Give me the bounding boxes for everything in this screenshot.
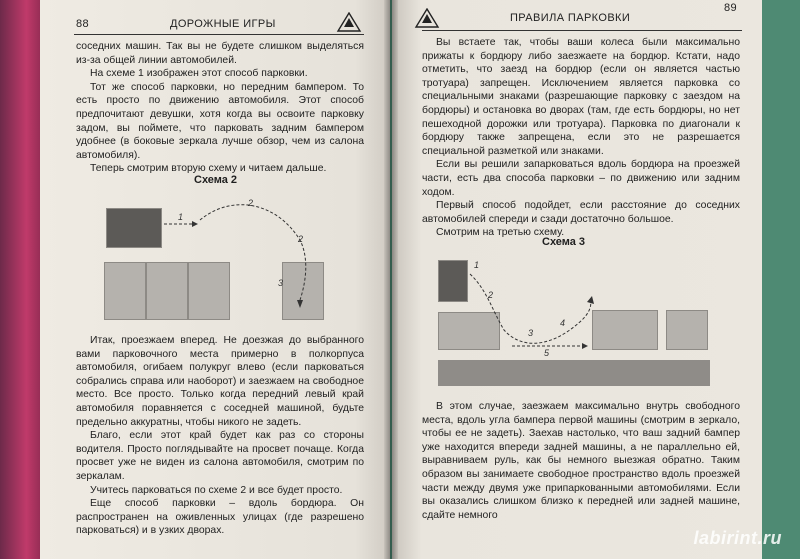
- scheme-2-caption: Схема 2: [194, 174, 238, 186]
- left-page: [40, 0, 390, 559]
- paragraph: Если вы решили запарковаться вдоль бордюра на проезжей части, есть два способа парковки – по движению или задним ходом.: [422, 159, 740, 198]
- scheme2-label: 1: [178, 212, 184, 222]
- right-header-rule: [422, 30, 742, 31]
- watermark-logo: labirint.ru: [693, 528, 782, 548]
- paragraph: Вы встаете так, чтобы ваши колеса были максимально прижаты к бордюру либо заезжаете на бордюр. Кстати, надо отметить, что заезд на бордюр (если он является частью тротуара) запрещен. Исключением является парковка со специальными знаками (разрешающие парковку с заездом на бордюры) и остановка во дворах (там, где есть бордюры, но нет пешеходной дорожки или тротуара). Парковка по диагонали к бордюру также запрещена, если это не разрешается специальной разметкой или знаками.: [422, 37, 740, 157]
- scheme2-label: 2: [248, 198, 254, 208]
- paragraph: В этом случае, заезжаем максимально внутрь свободного места, вдоль угла бампера первой машины (смотрим в зеркало, чтобы ее не задеть). Заехав настолько, что ваш задний бампер уже находится впереди задней машины, а не параллельно ей, выравниваем руль, как бы немного выезжая обратно. Таким образом вы занимаете свободное пространство вдоль проезжей части между двумя уже припаркованными автомобилями. Если вы оказались слишком близко к передней или задней машине, сдайте немного: [422, 401, 740, 521]
- scheme3-path-arrows: [432, 250, 632, 360]
- left-page-number: 88: [76, 18, 90, 30]
- scheme2-label: 2: [298, 234, 304, 244]
- scheme3-label: 5: [544, 348, 550, 358]
- traffic-cone-icon: [336, 12, 362, 32]
- paragraph: Благо, если этот край будет как раз со стороны водителя. Просто поглядывайте на просвет почаще. Когда просвет уже не виден из салона автомобиля, смотрим по зеркалам.: [76, 430, 364, 482]
- scheme3-label: 3: [528, 328, 534, 338]
- scheme3-label: 1: [474, 260, 480, 270]
- paragraph: Теперь смотрим вторую схему и читаем дальше.: [90, 163, 327, 175]
- book-spine: [384, 0, 398, 559]
- scheme3-curb: [438, 360, 710, 386]
- scheme-3-caption: Схема 3: [542, 236, 586, 248]
- scheme3-parked-car: [666, 310, 708, 350]
- book-cover-edge: [0, 0, 44, 559]
- paragraph: Тот же способ парковки, но передним бампером. То есть просто по движению автомобиля. Этот способ предпочитают девушки, хотя когда вы освоите парковку задом, вы поймете, что парковать задним бампером удобнее (в боковые зеркала лучше обзор, чем из салона автомобиля).: [76, 81, 364, 161]
- scheme3-label: 4: [560, 318, 566, 328]
- right-page-header-title: ПРАВИЛА ПАРКОВКИ: [510, 12, 631, 24]
- right-text-bottom: [422, 400, 740, 522]
- right-page-number: 89: [724, 2, 738, 14]
- left-text-bottom: [76, 334, 364, 538]
- traffic-cone-icon: [414, 8, 440, 28]
- scheme3-label: 2: [488, 290, 494, 300]
- right-page: [392, 0, 762, 559]
- scheme2-label: 3: [278, 278, 284, 288]
- scheme2-path-arrows: [100, 190, 340, 330]
- right-text-top: [422, 36, 740, 240]
- paragraph: Итак, проезжаем вперед. Не доезжая до выбранного вами парковочного места примерно в полкорпуса автомобиля, огибаем полукруг влево (если парковаться собрались справа или наоборот) и заезжаем на свободное место. Все просто. Только когда передний левый край автомобиля поравняется с соседней машиной, будьте предельно аккуратны, чтобы никого не задеть.: [76, 335, 364, 428]
- paragraph: Первый способ подойдет, если расстояние до соседних автомобилей спереди и сзади достаточно большое.: [422, 200, 740, 225]
- paragraph: Учитесь парковаться по схеме 2 и все будет просто.: [90, 484, 343, 496]
- paragraph: Еще способ парковки – вдоль бордюра. Он распространен на оживленных улицах (где разрешено парковаться) и в узких дворах.: [76, 498, 364, 537]
- left-text-top: [76, 40, 364, 176]
- paragraph: Смотрим на третью схему.: [436, 227, 565, 239]
- left-header-rule: [74, 34, 364, 35]
- left-page-header-title: ДОРОЖНЫЕ ИГРЫ: [170, 18, 276, 30]
- paragraph: На схеме 1 изображен этот способ парковки.: [90, 68, 308, 80]
- paragraph: соседних машин. Так вы не будете слишком выделяться из-за общей линии автомобилей.: [76, 41, 364, 66]
